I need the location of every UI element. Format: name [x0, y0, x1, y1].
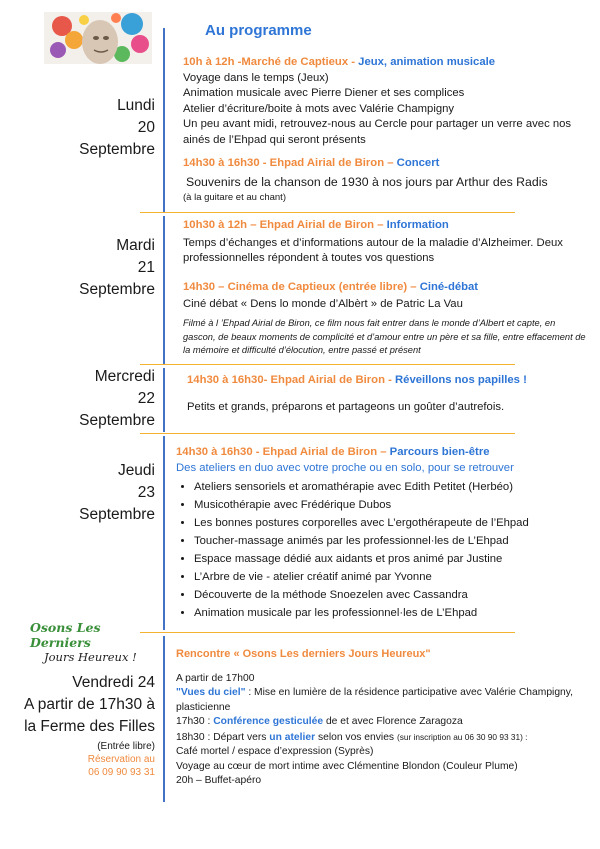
osons-logo: Osons Les Derniers Jours Heureux ! — [30, 620, 137, 664]
friday-block: Rencontre « Osons Les derniers Jours Heureux" A partir de 17h00 "Vues du ciel" : Mise en lumière de la résidence participative avec Valérie Champigny, plasticienne 17h30 : Conférence gesticulée de et avec Florence Zaragoza 18h30 : Départ vers un atelier selon vos envies (sur inscription au 06 30 90 93 31) : Café mortel / espace d’expression (Syprès) Voyage au cœur de mort intime avec Clémentine Blondon (Couleur Plume) 20h – Buffet-apéro — [176, 648, 574, 786]
timeline-line — [163, 636, 165, 802]
list-item: • L’Arbre de vie - atelier créatif animé par Yvonne — [194, 568, 591, 586]
monday-afternoon-block: 14h30 à 16h30 - Ehpad Airial de Biron – Concert Souvenirs de la chanson de 1930 à nos jours par Arthur des Radis (à la guitare et au chant) — [183, 157, 548, 203]
friday-info: Vendredi 24 A partir de 17h30 à la Ferme des Filles (Entrée libre) Réservation au 06 09 90 93 31 — [24, 674, 155, 778]
day-label-tuesday: Mardi 21 Septembre — [79, 237, 155, 298]
day-label-thursday: Jeudi 23 Septembre — [79, 462, 155, 523]
header-illustration — [44, 12, 152, 64]
separator — [140, 632, 515, 633]
separator — [140, 364, 515, 365]
list-item: • Découverte de la méthode Snoezelen avec Cassandra — [194, 586, 591, 604]
monday-morning-block: 10h à 12h -Marché de Captieux - Jeux, animation musicale Voyage dans le temps (Jeux) Animation musicale avec Pierre Diener et ses complices Atelier d’écriture/boite à mots avec Valérie Champigny Un peu avant midi, retrouvez-nous au Cercle pour partager un verre avec nos ainés de l’Ehpad qui seront présents — [183, 56, 572, 146]
list-item: • Musicothérapie avec Frédérique Dubos — [194, 496, 591, 514]
timeline-line — [163, 436, 165, 630]
wednesday-block: 14h30 à 16h30- Ehpad Airial de Biron - Réveillons nos papilles ! Petits et grands, préparons et partageons un goûter d’autrefois. — [187, 374, 527, 413]
timeline-line — [163, 368, 165, 432]
list-item: • Les bonnes postures corporelles avec L’ergothérapeute de l’Ehpad — [194, 514, 591, 532]
separator — [140, 212, 515, 213]
list-item: • Animation musicale par les professionnel·les de L’Ehpad — [194, 604, 591, 622]
tuesday-morning-block: 10h30 à 12h – Ehpad Airial de Biron – Information Temps d’échanges et d’informations autour de la maladie d’Alzheimer. Deux professionnelles répondent à toutes vos questions — [183, 219, 563, 264]
day-label-wednesday: Mercredi 22 Septembre — [79, 368, 155, 429]
day-label-monday: Lundi 20 Septembre — [79, 97, 155, 158]
timeline-line — [163, 216, 165, 364]
timeline-line — [163, 28, 165, 212]
thursday-block: 14h30 à 16h30 - Ehpad Airial de Biron – Parcours bien-être Des ateliers en duo avec votre proche ou en solo, pour se retrouver • Ateliers sensoriels et aromathérapie avec Edith Petitet (Herbéo) • Musicothérapie avec Frédérique Dubos • Les bonnes postures corporelles avec L’ergothérapeute de l’Ehpad • Toucher-massage animés par les professionnel·les de L’Ehpad • Espace massage dédié aux aidants et pros animé par Justine • L’Arbre de vie - atelier créatif animé par Yvonne • Découverte de la méthode Snoezelen avec Cassandra • Animation musicale par les professionnel·les de L’Ehpad — [176, 445, 591, 622]
list-item: • Espace massage dédié aux aidants et pros animé par Justine — [194, 550, 591, 568]
page-title: Au programme — [205, 22, 312, 39]
activity-list — [176, 478, 591, 622]
separator — [140, 433, 515, 434]
tuesday-afternoon-block: 14h30 – Cinéma de Captieux (entrée libre) – Ciné-débat Ciné débat « Dens lo monde d’Albèrt » de Patric La Vau Filmé à l ’Ehpad Airial de Biron, ce film nous fait entrer dans le monde d’Albert et capte, en gascon, de beaux moments de complicité et d’amour entre un père et sa fille, entre effacement de la mémoire et difficulté d’élocution, entre passé et présent — [183, 281, 586, 355]
list-item: • Toucher-massage animés par les professionnel·les de L’Ehpad — [194, 532, 591, 550]
list-item: • Ateliers sensoriels et aromathérapie avec Edith Petitet (Herbéo) — [194, 478, 591, 496]
